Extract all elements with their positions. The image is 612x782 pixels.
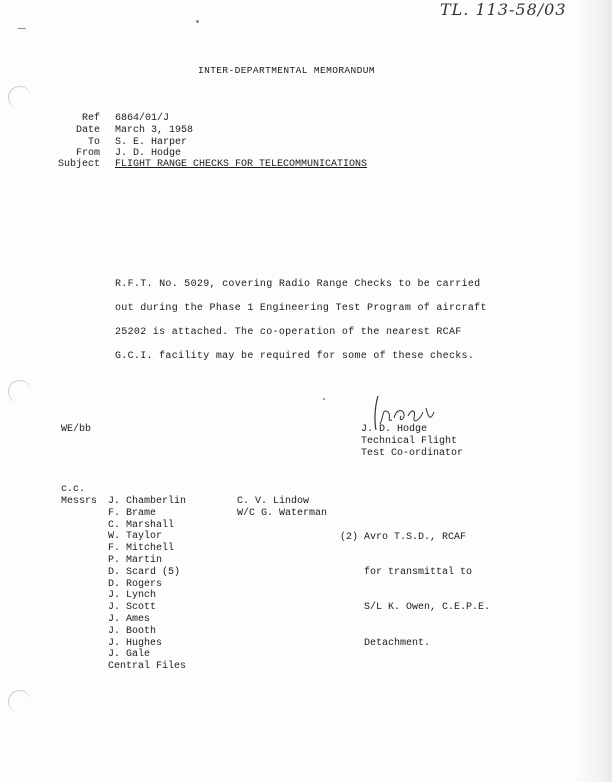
punch-hole-mark	[8, 380, 31, 403]
ref-value: 6864/01/J	[115, 113, 170, 124]
cc-recipient: D. Scard (5)	[108, 566, 181, 578]
cc-recipient: F. Mitchell	[108, 543, 175, 555]
body-line: out during the Phase 1 Engineering Test Program of aircraft	[115, 303, 487, 314]
cc-recipient: Detachment.	[340, 637, 431, 649]
document-number: TL. 113-58/03	[440, 0, 567, 19]
cc-recipient: J. Hughes	[108, 637, 163, 649]
body-line: 25202 is attached. The co-operation of the nearest RCAF	[115, 327, 462, 338]
cc-recipient: P. Martin	[108, 554, 163, 566]
body-line: G.C.I. facility may be required for some of these checks.	[115, 351, 475, 362]
cc-recipient: C. Marshall	[108, 519, 175, 531]
punch-hole-mark	[8, 690, 31, 713]
date-label: Date	[75, 125, 100, 136]
cc-recipient: J. Lynch	[108, 590, 157, 602]
cc-recipient: J. Scott	[108, 602, 157, 614]
cc-recipient: W. Taylor	[108, 531, 163, 543]
cc-recipient: S/L K. Owen, C.E.P.E.	[340, 602, 491, 614]
scan-speck	[323, 398, 325, 400]
scan-edge-shading	[572, 0, 612, 782]
messrs-label: Messrs	[61, 496, 98, 507]
from-value: J. D. Hodge	[115, 148, 182, 159]
body-line: R.F.T. No. 5029, covering Radio Range Checks to be carried	[115, 279, 481, 290]
cc-recipient: J. Gale	[108, 649, 151, 661]
scan-speck	[18, 28, 26, 29]
punch-hole-mark	[8, 86, 31, 109]
cc-recipient: F. Brame	[108, 507, 157, 519]
signatory-title-line2: Test Co-ordinator	[361, 448, 464, 459]
cc-recipient: D. Rogers	[108, 578, 163, 590]
subject-label: Subject	[57, 159, 100, 170]
memo-title: INTER-DEPARTMENTAL MEMORANDUM	[198, 65, 375, 76]
typist-initials: WE/bb	[61, 424, 92, 435]
cc-recipient: Central Files	[108, 661, 187, 673]
cc-recipient: J. Booth	[108, 625, 157, 637]
cc-recipient: J. Chamberlin	[108, 496, 187, 507]
signatory-name: J. D. Hodge	[361, 424, 428, 435]
signatory-title-line1: Technical Flight	[361, 436, 458, 447]
ref-label: Ref	[81, 113, 100, 124]
scan-speck	[196, 20, 199, 23]
cc-recipient: (2) Avro T.S.D., RCAF	[340, 531, 467, 543]
cc-recipient: W/C G. Waterman	[237, 507, 328, 519]
cc-recipient: C. V. Lindow	[237, 496, 310, 507]
subject-value: FLIGHT RANGE CHECKS FOR TELECOMMUNICATIONS	[115, 159, 368, 170]
cc-column-1	[108, 496, 186, 673]
cc-column-2	[237, 496, 327, 520]
from-label: From	[75, 148, 100, 159]
to-label: To	[87, 137, 100, 148]
to-value: S. E. Harper	[115, 137, 188, 148]
date-value: March 3, 1958	[115, 125, 194, 136]
cc-recipient: J. Ames	[108, 613, 151, 625]
cc-column-3	[340, 508, 490, 673]
cc-label: c.c.	[61, 484, 86, 495]
cc-recipient: for transmittal to	[340, 566, 473, 578]
